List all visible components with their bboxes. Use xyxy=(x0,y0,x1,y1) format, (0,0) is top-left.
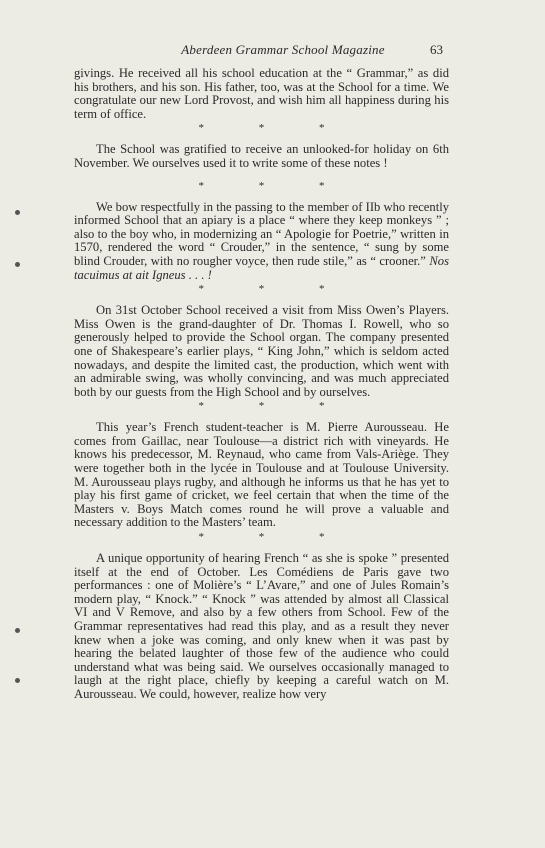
paragraph-2: The School was gratified to receive an unlooked-for holiday on 6th November. We ourselves used it to write some of these notes ! xyxy=(74,142,449,170)
margin-punch-mark xyxy=(15,210,20,215)
latin-quip: Nos tacuimus at ait Igneus . . . ! xyxy=(74,253,449,282)
paragraph-3 xyxy=(74,201,449,283)
paragraph-5: This year’s French student-teacher is M. Pierre Aurousseau. He comes from Gaillac, near Toulouse—a district rich with vineyards. He knows his predecessor, M. Reynaud, who came from Vals-Ariège. They were together both in the lycée in Toulouse and at Toulouse University. M. Aurousseau plays rugby, and although he informs us that he has yet to play his first game of cricket, we feel certain that when the time of the Masters v. Boys Match comes round he will prove a valuable and necessary addition to the Masters’ team. xyxy=(74,420,449,530)
running-header xyxy=(0,42,545,62)
paragraph-1: givings. He received all his school education at the “ Grammar,” as did his brothers, and his son. His father, too, was at the School for a time. We congratulate our new Lord Provost, and wish him all happiness during his term of office. xyxy=(74,66,449,121)
body-text xyxy=(74,67,449,702)
magazine-title: Aberdeen Grammar School Magazine xyxy=(181,42,385,57)
margin-punch-mark xyxy=(15,678,20,683)
margin-punch-mark xyxy=(15,628,20,633)
paragraph-3-text: We bow respectfully in the passing to the member of IIb who recently informed School that an apiary is a place “ where they keep monkeys ” ; also to the boy who, in modernizing an “ Apologie for Poetrie,” written in 1570, rendered the word “ Crouder,” in the sentence, “ sung by some blind Crouder, with no rougher voyce, then rude stile,” as “ crooner.” xyxy=(74,199,449,268)
paragraph-4: On 31st October School received a visit from Miss Owen’s Players. Miss Owen is the grand-daughter of Dr. Thomas I. Rowell, who so generously helped to provide the School organ. The company presented one of Shakespeare’s earlier plays, “ King John,” which is seldom acted nowadays, and despite the limited cast, the production, which went with an admirable swing, was wholly convincing, and was much appreciated both by our guests from the High School and by ourselves. xyxy=(74,303,449,399)
section-separator-5: * * * xyxy=(198,531,351,544)
section-separator-1: * * * xyxy=(198,122,351,135)
section-separator-4: * * * xyxy=(198,400,351,413)
paragraph-6: A unique opportunity of hearing French “ as she is spoke ” presented itself at the end of October. Les Comédiens de Paris gave two performances : one of Molière’s “ L’Avare,” and one of Jules Romain’s modern play, “ Knock.” “ Knock ” was attended by almost all Classical VI and V Remove, and also by a few others from School. Few of the Grammar representatives had read this play, and as a result they never knew when a joke was coming, and only knew when it was past by hearing the belated laughter of those few of the audience who could understand what was being said. We ourselves occasionally managed to laugh at the right place, chiefly by keeping a careful watch on M. Aurousseau. We could, however, realize how very xyxy=(74,551,449,701)
section-separator-3: * * * xyxy=(198,283,351,296)
section-separator-2: * * * xyxy=(198,179,351,192)
margin-punch-mark xyxy=(15,262,20,267)
page-number: 63 xyxy=(430,42,443,57)
